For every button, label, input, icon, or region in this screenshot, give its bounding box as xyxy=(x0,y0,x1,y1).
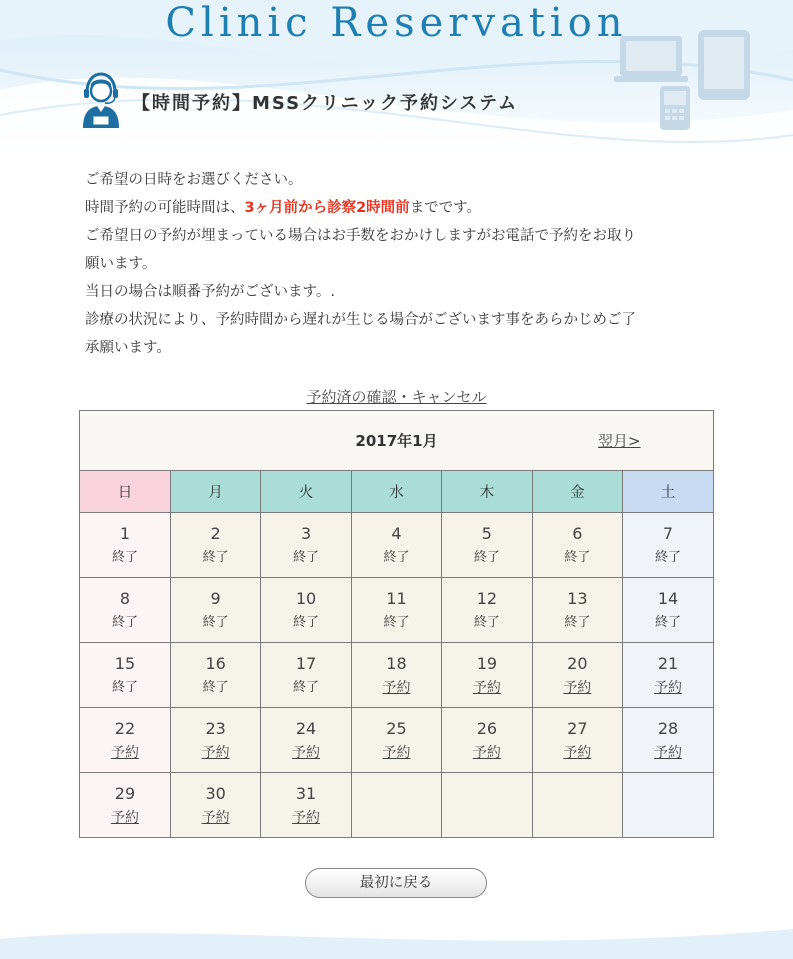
intro-line-3: ご希望日の予約が埋まっている場合はお手数をおかけしますがお電話で予約をお取り xyxy=(85,228,636,244)
calendar-day-cell xyxy=(170,577,260,642)
calendar-day-cell[interactable] xyxy=(532,707,622,772)
day-number: 10 xyxy=(295,588,317,608)
intro-line-2 xyxy=(85,194,725,222)
closed-status: 終了 xyxy=(111,679,138,695)
next-month-link[interactable]: 翌月> xyxy=(598,432,641,450)
day-number: 12 xyxy=(476,588,498,608)
day-number: 13 xyxy=(567,588,588,608)
calendar-day-cell[interactable] xyxy=(170,772,260,837)
reserve-link[interactable]: 予約 xyxy=(292,809,321,826)
calendar-week-row xyxy=(80,707,713,772)
day-number: 31 xyxy=(295,783,317,803)
intro-line-7: 承願います。 xyxy=(85,340,171,356)
reserve-link[interactable]: 予約 xyxy=(472,744,501,761)
reserve-link[interactable]: 予約 xyxy=(563,679,592,696)
calendar-header xyxy=(80,411,713,471)
calendar-day-cell[interactable] xyxy=(351,642,441,707)
calendar-day-cell[interactable] xyxy=(442,642,532,707)
calendar-day-cell[interactable] xyxy=(261,707,351,772)
day-number: 2 xyxy=(210,523,221,543)
day-number: 6 xyxy=(572,523,583,543)
weekday-header: 日 xyxy=(80,471,170,512)
day-number: 7 xyxy=(662,523,674,543)
calendar-grid xyxy=(80,471,713,837)
calendar-day-cell[interactable] xyxy=(442,707,532,772)
calendar-day-cell xyxy=(442,512,532,577)
intro-text xyxy=(85,166,725,362)
calendar-week-row xyxy=(80,642,713,707)
closed-status: 終了 xyxy=(202,679,229,695)
calendar-day-cell xyxy=(442,577,532,642)
calendar-day-cell xyxy=(623,512,713,577)
reserve-link[interactable]: 予約 xyxy=(110,744,139,761)
day-number: 11 xyxy=(386,588,407,608)
reserve-link[interactable]: 予約 xyxy=(382,744,411,761)
weekday-header: 火 xyxy=(261,471,351,512)
day-number: 29 xyxy=(114,783,136,803)
intro-highlight: 3ヶ月前から診察2時間前 xyxy=(244,200,410,216)
calendar-day-cell[interactable] xyxy=(623,707,713,772)
closed-status: 終了 xyxy=(293,679,320,695)
calendar-day-cell[interactable] xyxy=(623,642,713,707)
closed-status: 終了 xyxy=(564,614,591,630)
calendar-empty-cell xyxy=(351,772,441,837)
calendar-day-cell xyxy=(261,642,351,707)
day-number: 28 xyxy=(657,718,679,738)
weekday-header: 木 xyxy=(442,471,532,512)
calendar-day-cell xyxy=(170,642,260,707)
closed-status: 終了 xyxy=(383,614,410,630)
reserve-link[interactable]: 予約 xyxy=(201,744,230,761)
operator-headset-icon xyxy=(80,72,122,130)
calendar-day-cell[interactable] xyxy=(80,772,170,837)
closed-status: 終了 xyxy=(111,549,138,565)
calendar-empty-cell xyxy=(442,772,532,837)
cancel-link-row xyxy=(0,386,793,407)
reserve-link[interactable]: 予約 xyxy=(201,809,230,826)
day-number: 8 xyxy=(119,588,131,608)
calendar-week-row xyxy=(80,772,713,837)
calendar-day-cell[interactable] xyxy=(532,642,622,707)
weekday-header: 水 xyxy=(351,471,441,512)
day-number: 15 xyxy=(114,653,136,673)
back-to-start-button[interactable]: 最初に戻る xyxy=(305,868,487,898)
closed-status: 終了 xyxy=(293,549,320,565)
day-number: 27 xyxy=(567,718,588,738)
site-title: Clinic Reservation xyxy=(165,0,628,46)
calendar-week-row xyxy=(80,512,713,577)
intro-line-2-suffix: までです。 xyxy=(409,200,482,216)
calendar-day-cell xyxy=(351,512,441,577)
day-number: 23 xyxy=(205,718,226,738)
intro-line-1: ご希望の日時をお選びください。 xyxy=(85,172,303,188)
closed-status: 終了 xyxy=(473,614,500,630)
calendar-day-cell xyxy=(351,577,441,642)
closed-status: 終了 xyxy=(655,614,682,630)
day-number: 24 xyxy=(295,718,317,738)
calendar-day-cell[interactable] xyxy=(170,707,260,772)
weekday-row xyxy=(80,471,713,512)
reserve-link[interactable]: 予約 xyxy=(654,679,683,696)
calendar-body xyxy=(80,512,713,837)
weekday-header: 金 xyxy=(532,471,622,512)
calendar-day-cell xyxy=(623,577,713,642)
day-number: 16 xyxy=(205,653,226,673)
calendar-day-cell xyxy=(261,577,351,642)
closed-status: 終了 xyxy=(293,614,320,630)
closed-status: 終了 xyxy=(473,549,500,565)
calendar-day-cell xyxy=(261,512,351,577)
day-number: 25 xyxy=(386,718,407,738)
reserve-link[interactable]: 予約 xyxy=(110,809,139,826)
closed-status: 終了 xyxy=(202,549,229,565)
reserve-link[interactable]: 予約 xyxy=(563,744,592,761)
closed-status: 終了 xyxy=(383,549,410,565)
reserve-link[interactable]: 予約 xyxy=(654,744,683,761)
closed-status: 終了 xyxy=(564,549,591,565)
day-number: 3 xyxy=(300,523,312,543)
day-number: 17 xyxy=(295,653,317,673)
closed-status: 終了 xyxy=(111,614,138,630)
calendar-day-cell[interactable] xyxy=(351,707,441,772)
closed-status: 終了 xyxy=(655,549,682,565)
day-number: 18 xyxy=(386,653,407,673)
calendar-day-cell xyxy=(80,642,170,707)
intro-line-4: 願います。 xyxy=(85,256,157,272)
weekday-header: 月 xyxy=(170,471,260,512)
day-number: 1 xyxy=(119,523,131,543)
weekday-header: 土 xyxy=(623,471,713,512)
page-title: 【時間予約】MSSクリニック予約システム xyxy=(132,93,519,114)
reserve-link[interactable]: 予約 xyxy=(292,744,321,761)
calendar-day-cell[interactable] xyxy=(80,707,170,772)
calendar-day-cell[interactable] xyxy=(261,772,351,837)
calendar-day-cell xyxy=(532,577,622,642)
day-number: 19 xyxy=(476,653,498,673)
intro-line-6: 診療の状況により、予約時間から遅れが生じる場合がございます事をあらかじめご了 xyxy=(85,312,636,328)
calendar-empty-cell xyxy=(623,772,713,837)
calendar-day-cell xyxy=(532,512,622,577)
day-number: 21 xyxy=(657,653,679,673)
day-number: 14 xyxy=(657,588,679,608)
calendar-day-cell xyxy=(170,512,260,577)
reservation-check-cancel-link[interactable]: 予約済の確認・キャンセル xyxy=(306,388,487,406)
reserve-link[interactable]: 予約 xyxy=(472,679,501,696)
day-number: 9 xyxy=(210,588,221,608)
reserve-link[interactable]: 予約 xyxy=(382,679,411,696)
intro-line-5: 当日の場合は順番予約がございます。. xyxy=(85,284,335,300)
footer-background xyxy=(0,899,793,959)
day-number: 20 xyxy=(567,653,588,673)
day-number: 30 xyxy=(205,783,226,803)
calendar xyxy=(79,410,714,838)
calendar-day-cell xyxy=(80,577,170,642)
closed-status: 終了 xyxy=(202,614,229,630)
day-number: 22 xyxy=(114,718,136,738)
intro-line-2-prefix: 時間予約の可能時間は、 xyxy=(85,200,245,216)
day-number: 4 xyxy=(391,523,402,543)
calendar-empty-cell xyxy=(532,772,622,837)
day-number: 26 xyxy=(476,718,498,738)
calendar-week-row xyxy=(80,577,713,642)
day-number: 5 xyxy=(481,523,492,543)
month-title: 2017年1月 xyxy=(355,432,438,450)
calendar-day-cell xyxy=(80,512,170,577)
